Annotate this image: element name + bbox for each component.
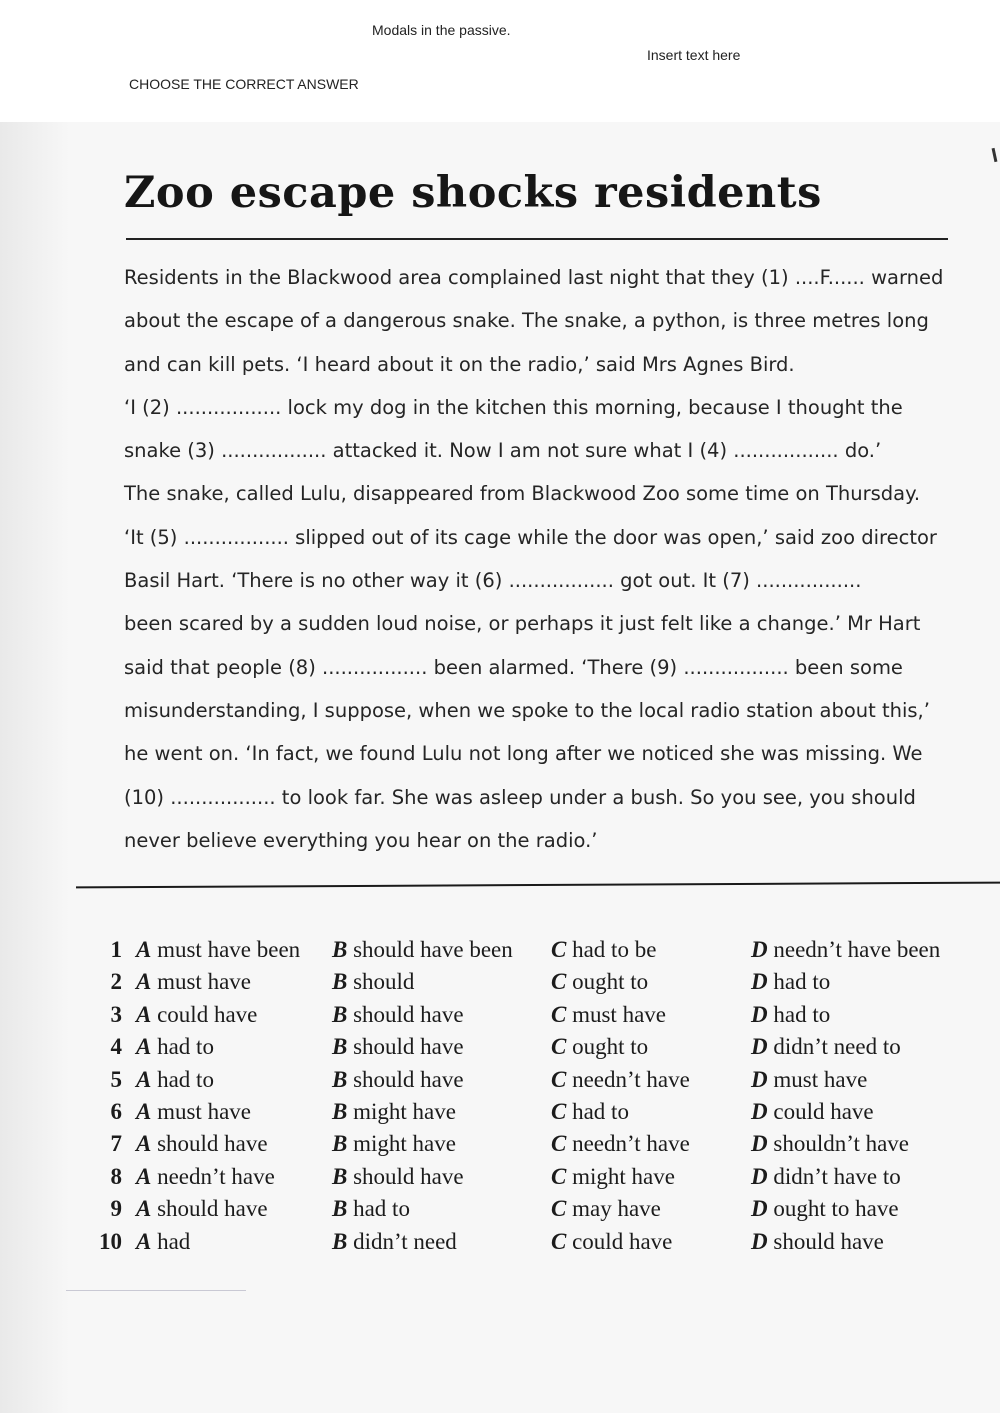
option-text: had to bbox=[773, 1001, 831, 1027]
article-line: Basil Hart. ‘There is no other way it (6) ................. got out. It (7) ................. bbox=[124, 569, 862, 593]
option-text: must have bbox=[157, 1098, 251, 1124]
option-letter: C bbox=[551, 969, 567, 995]
option-text: shouldn’t have bbox=[773, 1131, 910, 1157]
option-text: may have bbox=[572, 1196, 661, 1222]
option-letter: C bbox=[551, 1228, 567, 1254]
option-letter: A bbox=[136, 969, 152, 995]
option-text: had to be bbox=[572, 937, 657, 962]
option-b[interactable] bbox=[332, 1193, 410, 1225]
option-text: had bbox=[157, 1228, 191, 1254]
option-text: had to bbox=[572, 1098, 629, 1124]
option-text: had to bbox=[157, 1034, 214, 1060]
option-c[interactable] bbox=[551, 1064, 690, 1096]
option-text: could have bbox=[572, 1228, 673, 1254]
option-letter: B bbox=[332, 1196, 348, 1222]
option-letter: D bbox=[751, 1196, 768, 1222]
option-text: must have bbox=[773, 1066, 868, 1092]
option-b[interactable] bbox=[332, 934, 513, 966]
option-b[interactable] bbox=[332, 1161, 464, 1193]
option-text: didn’t have to bbox=[773, 1163, 901, 1189]
option-b[interactable] bbox=[332, 966, 414, 998]
option-text: needn’t have been bbox=[773, 937, 941, 962]
option-letter: B bbox=[332, 1034, 348, 1060]
option-c[interactable] bbox=[551, 1031, 648, 1063]
option-a[interactable] bbox=[136, 1161, 275, 1193]
insert-text-placeholder[interactable]: Insert text here bbox=[647, 47, 741, 63]
option-b[interactable] bbox=[332, 1096, 456, 1128]
option-c[interactable] bbox=[551, 1096, 629, 1128]
faint-line bbox=[66, 1290, 246, 1291]
question-number: 4 bbox=[110, 1034, 122, 1060]
option-text: should have been bbox=[353, 937, 513, 962]
article-line: Residents in the Blackwood area complained last night that they (1) ....F...... warned bbox=[124, 266, 944, 289]
option-a[interactable] bbox=[136, 999, 257, 1031]
option-a[interactable] bbox=[136, 966, 251, 998]
option-text: ought to bbox=[572, 1034, 649, 1060]
option-letter: C bbox=[551, 1131, 567, 1157]
question-number: 10 bbox=[99, 1228, 122, 1254]
article-title: Zoo escape shocks residents bbox=[124, 168, 822, 218]
option-text: had to bbox=[773, 969, 831, 995]
option-letter: C bbox=[551, 1066, 567, 1092]
option-text: should have bbox=[353, 1163, 464, 1189]
option-letter: D bbox=[751, 1034, 768, 1060]
option-letter: A bbox=[136, 1228, 152, 1254]
option-row bbox=[98, 1193, 978, 1225]
article-line: misunderstanding, I suppose, when we spoke to the local radio station about this,’ bbox=[124, 698, 930, 722]
article-line: never believe everything you hear on the radio.’ bbox=[124, 828, 598, 852]
option-d[interactable] bbox=[751, 1096, 874, 1128]
option-letter: D bbox=[751, 969, 768, 995]
option-text: must have been bbox=[157, 937, 301, 962]
option-letter: B bbox=[332, 1131, 348, 1157]
option-c[interactable] bbox=[551, 966, 648, 998]
question-number: 1 bbox=[110, 937, 122, 962]
option-letter: D bbox=[751, 937, 768, 962]
option-letter: C bbox=[551, 1098, 567, 1124]
option-a[interactable] bbox=[136, 1064, 214, 1096]
option-text: could have bbox=[157, 1001, 258, 1027]
option-letter: B bbox=[332, 969, 348, 995]
option-letter: A bbox=[136, 1196, 152, 1222]
option-text: had to bbox=[157, 1066, 214, 1092]
option-d[interactable] bbox=[751, 934, 940, 966]
article-line: said that people (8) ................. been alarmed. ‘There (9) ................. been some bbox=[124, 655, 903, 679]
article-line: snake (3) ................. attacked it. Now I am not sure what I (4) ................. do.’ bbox=[124, 439, 882, 463]
option-c[interactable] bbox=[551, 1161, 675, 1193]
option-letter: B bbox=[332, 1066, 348, 1092]
option-text: might have bbox=[353, 1098, 456, 1124]
option-d[interactable] bbox=[751, 1064, 867, 1096]
option-a[interactable] bbox=[136, 1031, 214, 1063]
option-letter: B bbox=[332, 1098, 348, 1124]
option-letter: A bbox=[136, 1066, 152, 1092]
option-text: ought to bbox=[572, 969, 649, 995]
article-body bbox=[124, 256, 970, 862]
option-letter: B bbox=[332, 1163, 348, 1189]
title-divider bbox=[126, 238, 948, 240]
option-b[interactable] bbox=[332, 1031, 464, 1063]
option-letter: A bbox=[136, 1163, 152, 1189]
article-line: he went on. ‘In fact, we found Lulu not long after we noticed she was missing. We bbox=[124, 742, 923, 766]
option-text: didn’t need bbox=[353, 1228, 457, 1254]
option-text: might have bbox=[353, 1131, 456, 1157]
page-shadow bbox=[0, 122, 70, 1413]
option-a[interactable] bbox=[136, 1226, 190, 1258]
article-line: (10) ................. to look far. She was asleep under a bush. So you see, you should bbox=[124, 785, 916, 809]
option-a[interactable] bbox=[136, 1096, 251, 1128]
option-d[interactable] bbox=[751, 1193, 899, 1225]
option-c[interactable] bbox=[551, 1128, 690, 1160]
option-c[interactable] bbox=[551, 999, 666, 1031]
option-letter: C bbox=[551, 1163, 567, 1189]
option-c[interactable] bbox=[551, 1226, 672, 1258]
option-b[interactable] bbox=[332, 1064, 464, 1096]
option-text: should have bbox=[157, 1196, 268, 1222]
option-text: should have bbox=[353, 1066, 464, 1092]
question-number: 2 bbox=[110, 969, 122, 995]
article-line: been scared by a sudden loud noise, or perhaps it just felt like a change.’ Mr Hart bbox=[124, 612, 921, 636]
option-letter: A bbox=[136, 1034, 152, 1060]
option-letter: A bbox=[136, 1001, 152, 1027]
option-row bbox=[98, 934, 978, 966]
question-number: 8 bbox=[110, 1163, 122, 1189]
option-text: should bbox=[353, 969, 415, 995]
option-letter: D bbox=[751, 1001, 768, 1027]
option-d[interactable] bbox=[751, 1031, 901, 1063]
instruction-text: CHOOSE THE CORRECT ANSWER bbox=[129, 76, 359, 92]
option-letter: C bbox=[551, 1196, 567, 1222]
option-letter: B bbox=[332, 937, 348, 962]
question-number: 5 bbox=[110, 1066, 122, 1092]
option-row bbox=[98, 999, 978, 1031]
option-letter: C bbox=[551, 1034, 567, 1060]
option-letter: C bbox=[551, 1001, 567, 1027]
article-line: ‘It (5) ................. slipped out of its cage while the door was open,’ said zoo director bbox=[124, 525, 937, 549]
option-letter: D bbox=[751, 1066, 768, 1092]
option-letter: D bbox=[751, 1131, 768, 1157]
option-d[interactable] bbox=[751, 999, 830, 1031]
option-b[interactable] bbox=[332, 999, 464, 1031]
article-line: ‘I (2) ................. lock my dog in the kitchen this morning, because I thought the bbox=[124, 395, 903, 419]
option-text: should have bbox=[157, 1131, 268, 1157]
article-line: and can kill pets. ‘I heard about it on the radio,’ said Mrs Agnes Bird. bbox=[124, 352, 795, 376]
option-row bbox=[98, 1128, 978, 1160]
option-letter: D bbox=[751, 1163, 768, 1189]
option-letter: D bbox=[751, 1098, 768, 1124]
question-number: 9 bbox=[110, 1196, 122, 1222]
option-letter: B bbox=[332, 1228, 348, 1254]
option-text: should have bbox=[773, 1228, 884, 1254]
option-row bbox=[98, 966, 978, 998]
option-text: should have bbox=[353, 1001, 464, 1027]
option-d[interactable] bbox=[751, 1226, 884, 1258]
option-d[interactable] bbox=[751, 1128, 909, 1160]
option-a[interactable] bbox=[136, 934, 300, 966]
question-number: 6 bbox=[110, 1098, 122, 1124]
option-letter: C bbox=[551, 937, 567, 962]
article-line: The snake, called Lulu, disappeared from Blackwood Zoo some time on Thursday. bbox=[124, 482, 921, 506]
option-text: needn’t have bbox=[572, 1131, 690, 1157]
option-text: must have bbox=[157, 969, 251, 995]
answer-options bbox=[98, 934, 978, 1258]
option-c[interactable] bbox=[551, 934, 656, 966]
option-row bbox=[98, 1064, 978, 1096]
option-d[interactable] bbox=[751, 1161, 901, 1193]
option-text: should have bbox=[353, 1034, 464, 1060]
option-b[interactable] bbox=[332, 1128, 456, 1160]
option-d[interactable] bbox=[751, 966, 830, 998]
option-row bbox=[98, 1226, 978, 1258]
question-number: 7 bbox=[110, 1131, 122, 1157]
option-text: had to bbox=[353, 1196, 410, 1222]
question-number: 3 bbox=[110, 1001, 122, 1027]
option-letter: A bbox=[136, 937, 152, 962]
option-text: didn’t need to bbox=[773, 1034, 901, 1060]
option-text: must have bbox=[572, 1001, 666, 1027]
option-text: could have bbox=[773, 1098, 874, 1124]
article-line: about the escape of a dangerous snake. The snake, a python, is three metres long bbox=[124, 309, 929, 333]
option-text: needn’t have bbox=[572, 1066, 690, 1092]
option-row bbox=[98, 1096, 978, 1128]
option-b[interactable] bbox=[332, 1226, 457, 1258]
option-letter: A bbox=[136, 1131, 152, 1157]
option-c[interactable] bbox=[551, 1193, 661, 1225]
option-row bbox=[98, 1031, 978, 1063]
option-letter: A bbox=[136, 1098, 152, 1124]
option-letter: B bbox=[332, 1001, 348, 1027]
option-text: needn’t have bbox=[157, 1163, 275, 1189]
option-a[interactable] bbox=[136, 1193, 268, 1225]
option-a[interactable] bbox=[136, 1128, 268, 1160]
option-text: might have bbox=[572, 1163, 675, 1189]
option-text: ought to have bbox=[773, 1196, 899, 1222]
option-letter: D bbox=[751, 1228, 768, 1254]
option-row bbox=[98, 1161, 978, 1193]
worksheet-title: Modals in the passive. bbox=[372, 22, 511, 38]
